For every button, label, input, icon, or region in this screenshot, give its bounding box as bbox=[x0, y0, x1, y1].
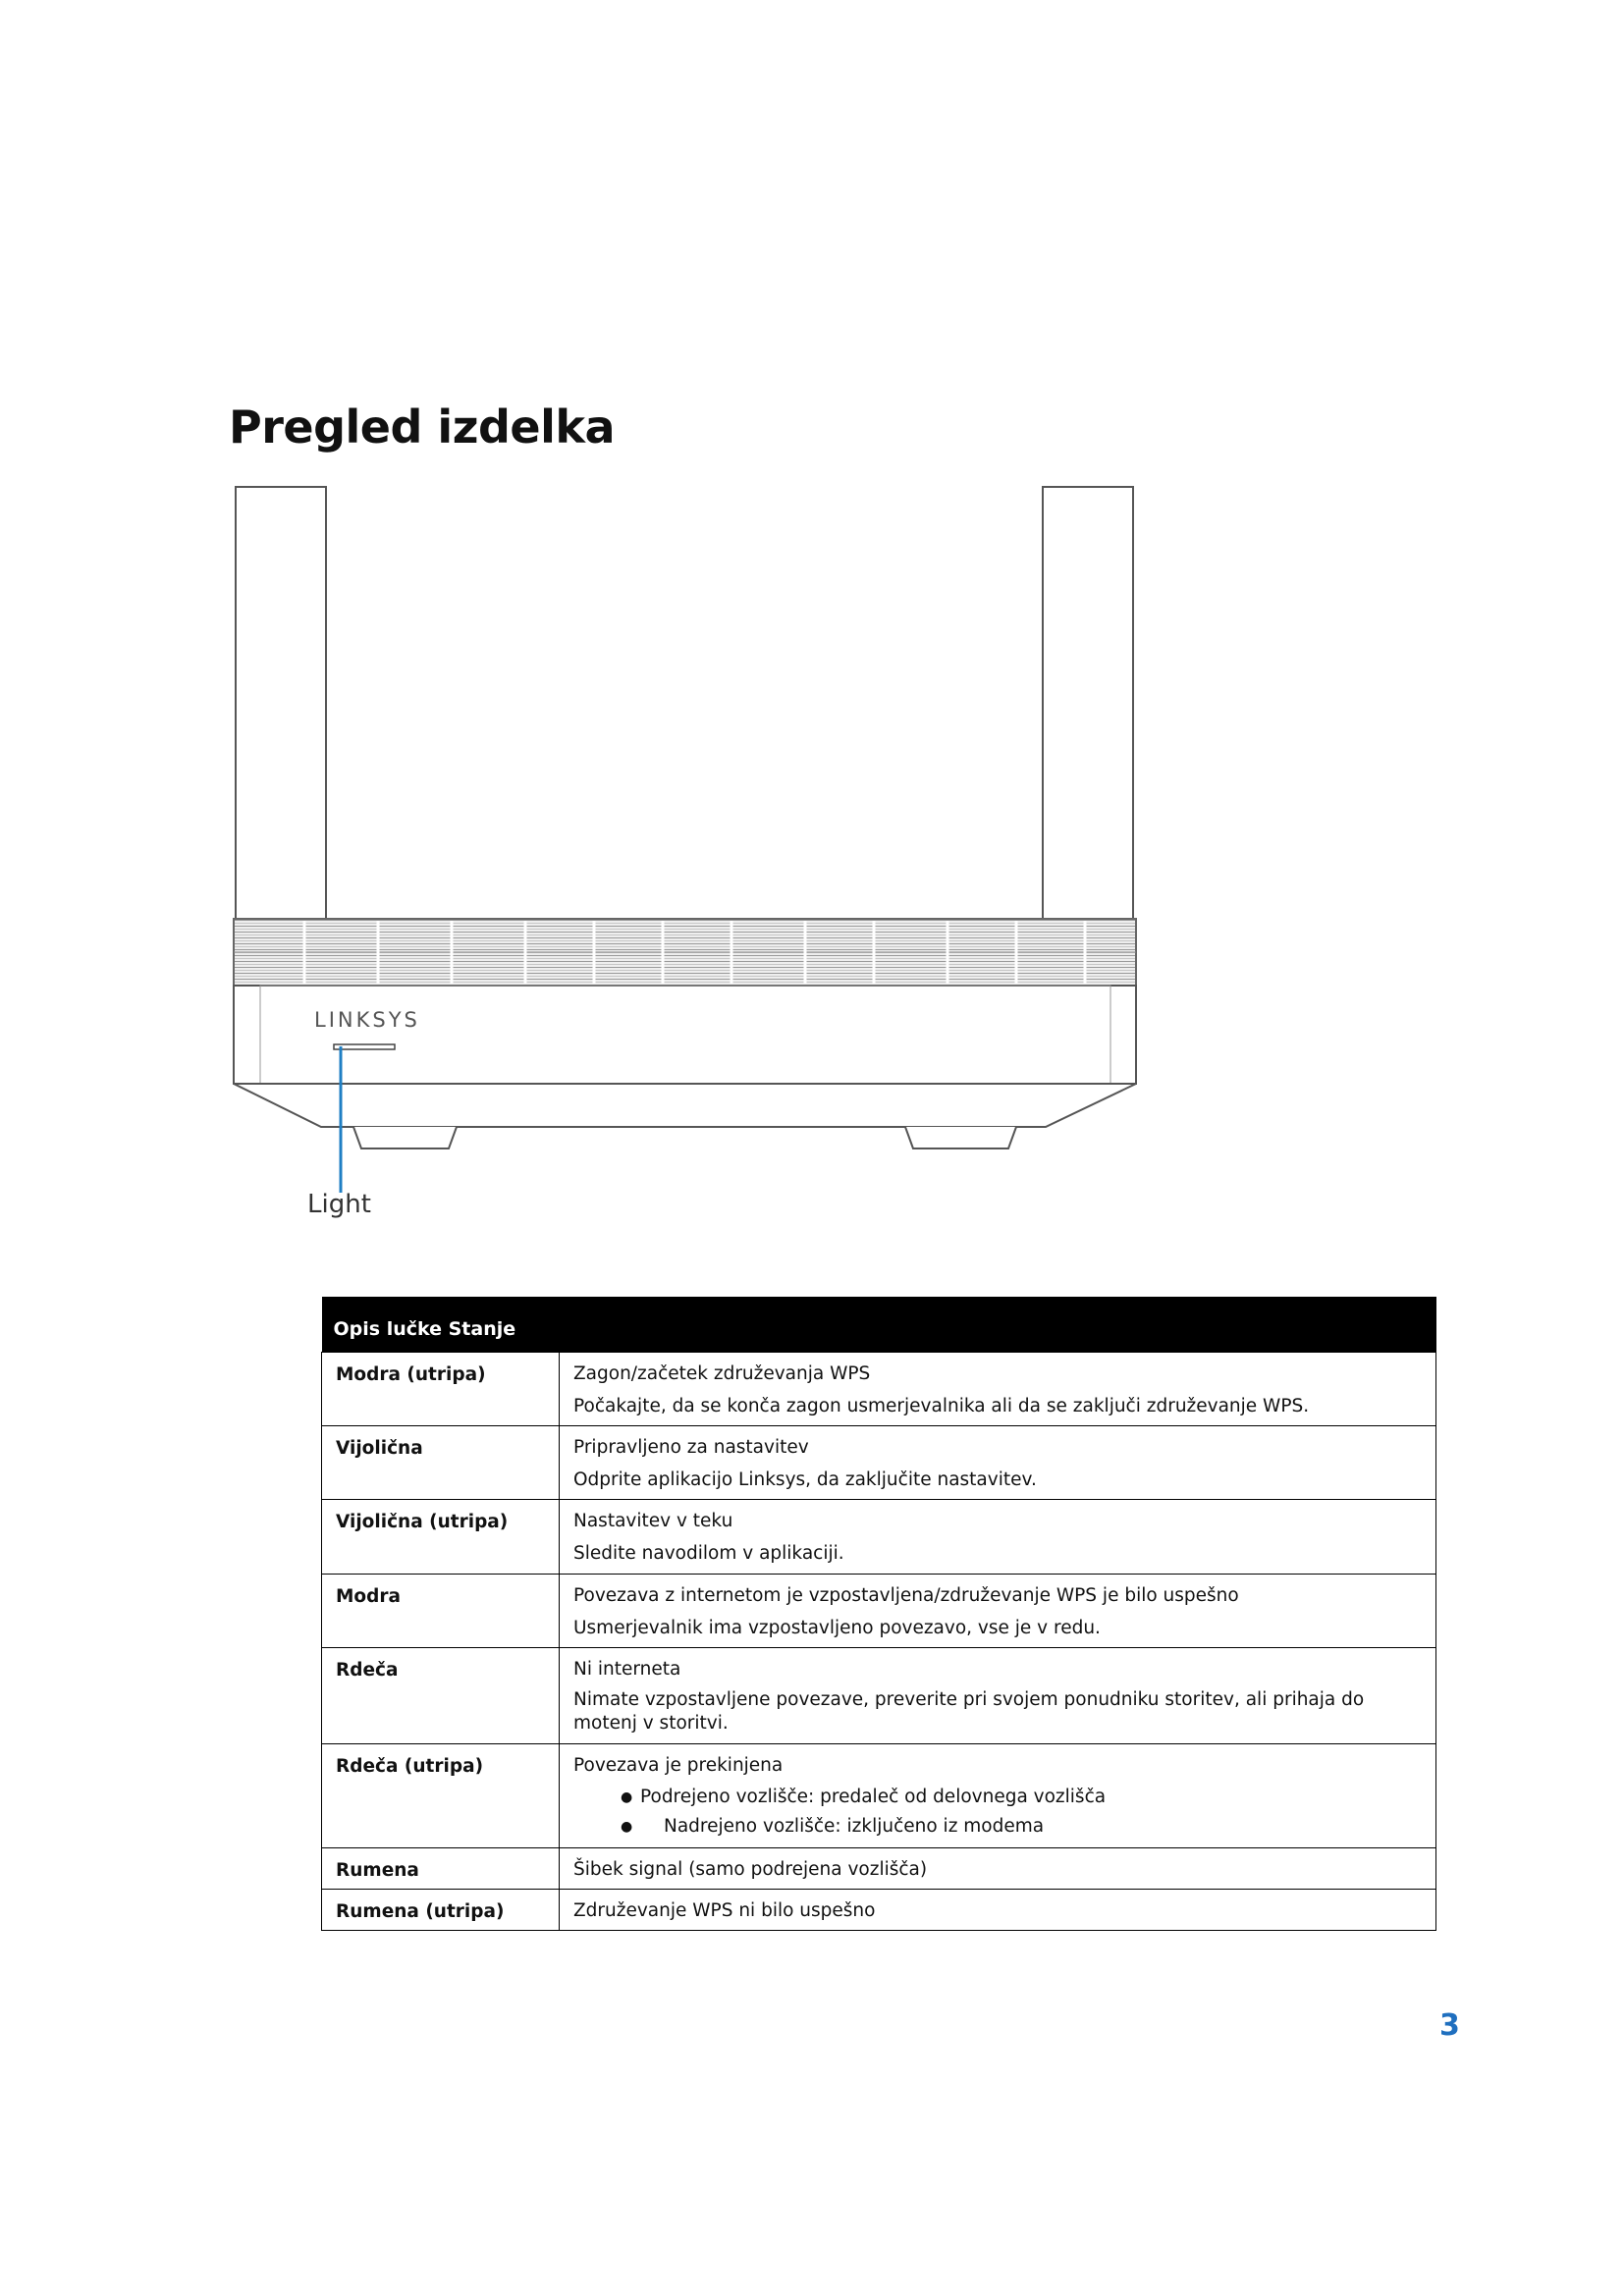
status-description: Počakajte, da se konča zagon usmerjevalnika ali da se zaključi združevanje WPS. bbox=[573, 1396, 1310, 1416]
status-title: Nastavitev v teku bbox=[573, 1511, 733, 1531]
light-status bbox=[560, 1890, 1436, 1931]
status-title: Zagon/začetek združevanja WPS bbox=[573, 1363, 871, 1384]
status-title: Šibek signal (samo podrejena vozlišča) bbox=[573, 1859, 928, 1880]
light-name: Vijolična (utripa) bbox=[322, 1500, 560, 1575]
table-row bbox=[322, 1353, 1436, 1426]
page-title: Pregled izdelka bbox=[229, 400, 616, 454]
table-row bbox=[322, 1426, 1436, 1500]
light-name: Rumena (utripa) bbox=[322, 1890, 560, 1931]
light-status-table bbox=[321, 1297, 1436, 1931]
linksys-logo: LINKSYS bbox=[314, 1008, 420, 1032]
antenna-right bbox=[1043, 487, 1133, 919]
status-description: Usmerjevalnik ima vzpostavljeno povezavo, vse je v redu. bbox=[573, 1618, 1101, 1638]
list-item: ● Nadrejeno vozlišče: izključeno iz modema bbox=[573, 1812, 1424, 1842]
status-description: Odprite aplikacijo Linksys, da zaključite nastavitev. bbox=[573, 1469, 1037, 1490]
status-title: Ni interneta bbox=[573, 1659, 681, 1680]
light-status bbox=[560, 1575, 1436, 1648]
table-header: Opis lučke Stanje bbox=[322, 1297, 1436, 1353]
status-title: Združevanje WPS ni bilo uspešno bbox=[573, 1900, 876, 1921]
light-name: Rumena bbox=[322, 1848, 560, 1890]
light-status bbox=[560, 1744, 1436, 1848]
page-number: 3 bbox=[1439, 2008, 1460, 2043]
vent-grille bbox=[234, 919, 1136, 986]
light-status bbox=[560, 1648, 1436, 1744]
table-row bbox=[322, 1575, 1436, 1648]
light-name: Modra bbox=[322, 1575, 560, 1648]
light-name: Rdeča (utripa) bbox=[322, 1744, 560, 1848]
light-name: Rdeča bbox=[322, 1648, 560, 1744]
status-description: Nimate vzpostavljene povezave, preverite pri svojem ponudniku storitev, ali prihaja do motenj v storitvi. bbox=[573, 1689, 1365, 1734]
status-title: Povezava je prekinjena bbox=[573, 1755, 784, 1776]
table-row bbox=[322, 1648, 1436, 1744]
status-title: Povezava z internetom je vzpostavljena/združevanje WPS je bilo uspešno bbox=[573, 1585, 1239, 1606]
table-row bbox=[322, 1744, 1436, 1848]
list-item: ● Podrejeno vozlišče: predaleč od delovnega vozlišča bbox=[573, 1783, 1424, 1812]
light-status bbox=[560, 1848, 1436, 1890]
light-callout-label: Light bbox=[307, 1190, 371, 1219]
status-title: Pripravljeno za nastavitev bbox=[573, 1437, 809, 1458]
status-bullet-list bbox=[573, 1783, 1424, 1842]
antenna-left bbox=[236, 487, 326, 919]
table-row bbox=[322, 1890, 1436, 1931]
status-light bbox=[334, 1044, 395, 1049]
table-header-row bbox=[322, 1297, 1436, 1353]
table-row bbox=[322, 1848, 1436, 1890]
router-illustration bbox=[221, 471, 1164, 1247]
light-name: Modra (utripa) bbox=[322, 1353, 560, 1426]
light-status bbox=[560, 1426, 1436, 1500]
light-name: Vijolična bbox=[322, 1426, 560, 1500]
light-status bbox=[560, 1500, 1436, 1575]
light-status bbox=[560, 1353, 1436, 1426]
status-description: Sledite navodilom v aplikaciji. bbox=[573, 1543, 844, 1564]
table-row bbox=[322, 1500, 1436, 1575]
